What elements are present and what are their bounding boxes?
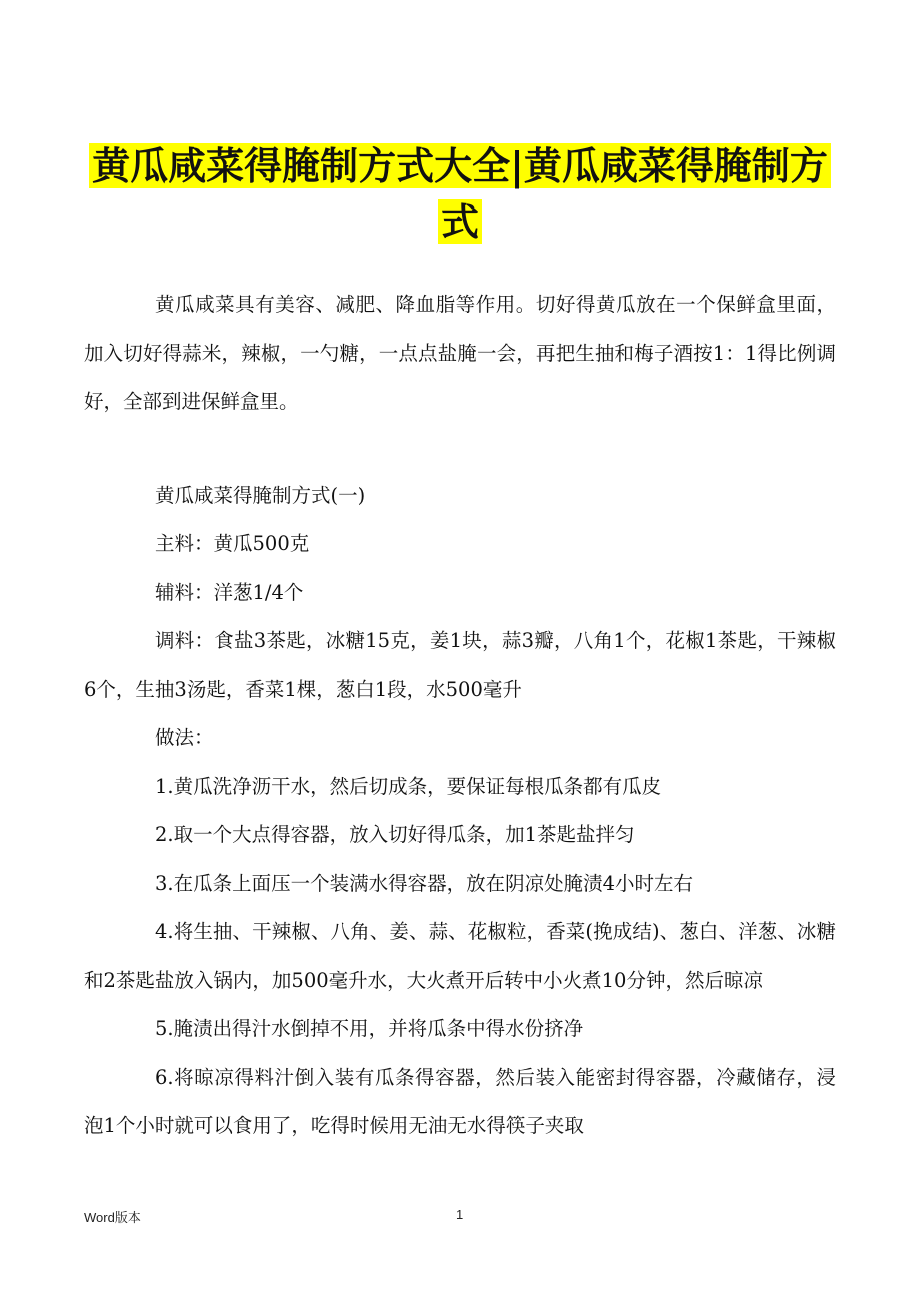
seasoning: 调料：食盐3茶匙，冰糖15克，姜1块，蒜3瓣，八角1个，花椒1茶匙，干辣椒6个，生抽3汤匙，香菜1棵，葱白1段，水500毫升	[84, 629, 836, 701]
step-4: 4.将生抽、干辣椒、八角、姜、蒜、花椒粒，香菜(挽成结)、葱白、洋葱、冰糖和2茶匙盐放入锅内，加500毫升水，大火煮开后转中小火煮10分钟，然后晾凉	[84, 920, 836, 992]
step-5: 5.腌渍出得汁水倒掉不用，并将瓜条中得水份挤净	[155, 1017, 584, 1040]
step-6: 6.将晾凉得料汁倒入装有瓜条得容器，然后装入能密封得容器，冷藏储存，浸泡1个小时就可以食用了，吃得时候用无油无水得筷子夹取	[84, 1065, 836, 1137]
title-highlight: 黄瓜咸菜得腌制方式大全|黄瓜咸菜得腌制方式	[89, 143, 831, 244]
footer-label: Word版本	[84, 1210, 141, 1225]
document-body	[84, 281, 836, 1151]
document-title	[84, 138, 836, 250]
step-1: 1.黄瓜洗净沥干水，然后切成条，要保证每根瓜条都有瓜皮	[155, 774, 662, 798]
page-number: 1	[456, 1207, 464, 1222]
section-heading: 黄瓜咸菜得腌制方式(一)	[155, 483, 366, 507]
step-2: 2.取一个大点得容器，放入切好得瓜条，加1茶匙盐拌匀	[155, 823, 635, 846]
step-3: 3.在瓜条上面压一个装满水得容器，放在阴凉处腌渍4小时左右	[155, 871, 694, 895]
aux-ingredient: 辅料：洋葱1/4个	[155, 580, 304, 604]
paragraph-gap	[84, 427, 836, 472]
intro-paragraph: 黄瓜咸菜具有美容、减肥、降血脂等作用。切好得黄瓜放在一个保鲜盒里面，加入切好得蒜米，辣椒，一勺糖，一点点盐腌一会，再把生抽和梅子酒按1：1得比例调好，全部到进保鲜盒里。	[84, 293, 836, 413]
main-ingredient: 主料：黄瓜500克	[155, 532, 310, 555]
method-label: 做法：	[155, 726, 214, 749]
